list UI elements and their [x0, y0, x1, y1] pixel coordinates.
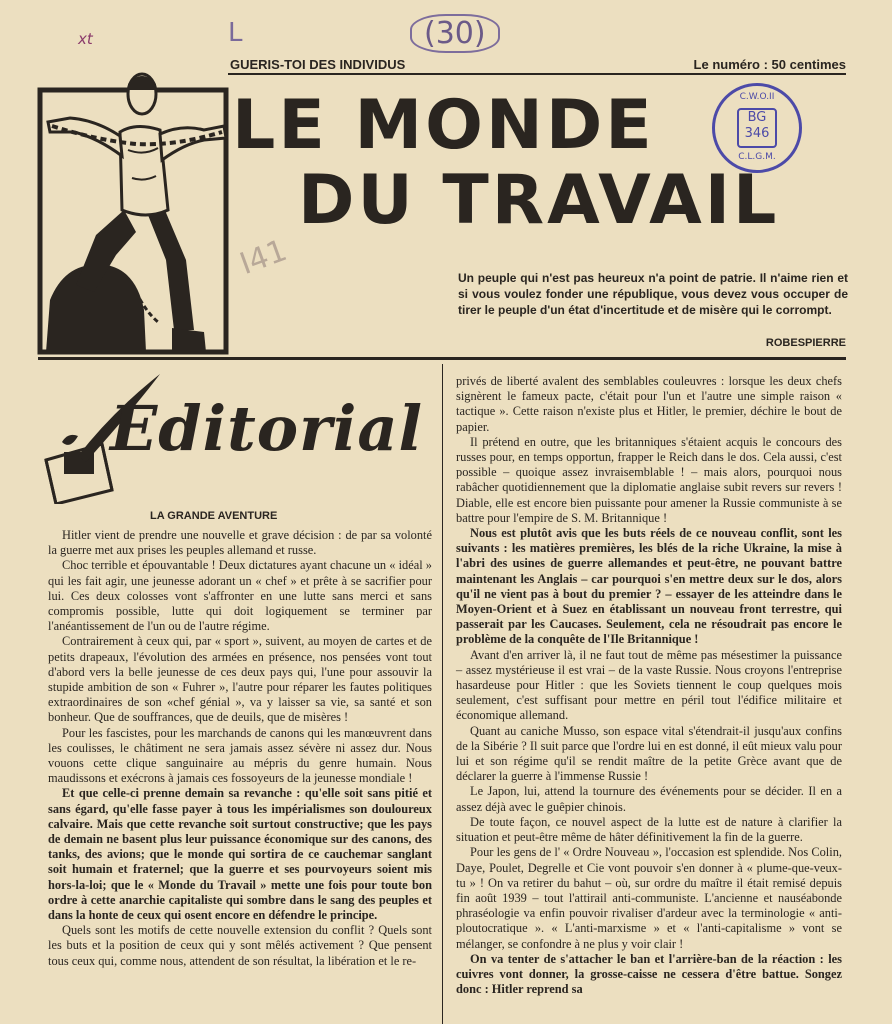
handwritten-number: (30): [410, 14, 500, 53]
paragraph: Contrairement à ceux qui, par « sport », suivent, au moyen de cartes et de petits drapeaux, l'évolution des armées en présence, nos pensées vont tout d'abord vers la belle jeunesse de ces deux pays qui, l'une pour assouvir la stupide ambition de son « Fuhrer », l'autre pour réparer les fautes politiques extraordinaires de son «chef génial », va y laisser sa vie, sa santé et son bonheur. Que de souffrances, que de deuils, que de misères !: [48, 634, 432, 725]
newspaper-title-line-1: LE MONDE: [232, 86, 655, 165]
editorial-heading: Editorial: [110, 392, 424, 465]
masthead-motto: GUERIS-TOI DES INDIVIDUS: [230, 57, 406, 72]
paragraph: Choc terrible et épouvantable ! Deux dictatures ayant chacune un « idéal » qui les fait agir, une jeunesse adorant un « chef » et prête à se sacrifier pour lui. Ces deux colosses vont s'affronter en une lutte sans merci et sans compromis possible, lutte qui doit logiquement se terminer par l'anéantissement de l'un ou de l'autre régime.: [48, 558, 432, 634]
paragraph: Avant d'en arriver là, il ne faut tout de même pas mésestimer la puissance – assez mystérieuse il est vrai – de la vaste Russie. Nous croyons l'entreprise hasardeuse pour Hitler : que les Soviets tiennent le coup quelques mois seulement, c'est suffisant pour mettre en péril tout l'édifice militaire et économique allemand.: [456, 647, 842, 723]
robespierre-quote: Un peuple qui n'est pas heureux n'a point de patrie. Il n'aime rien et si vous voulez fonder une république, vous devez vous occuper de tirer le peuple d'un état d'incertitude et de misère qui le corrompt.: [458, 271, 848, 317]
right-column: [456, 374, 842, 997]
paragraph-bold: On va tenter de s'attacher le ban et l'arrière-ban de la réaction : les cuivres vont donner, la grosse-caisse ne cessera d'être battue. Songez donc : Hitler reprend sa: [456, 951, 842, 997]
paragraph-bold: Et que celle-ci prenne demain sa revanche : qu'elle soit sans pitié et sans égard, qu'elle fasse payer à tous les impérialismes son douloureux calvaire. Mais que cette revanche soit surtout constructive; que les pays de demain ne basent plus leur puissance économique sur des canons, des tanks, des avions; que le monde qui sortira de ce cauchemar sanglant soit humain et fraternel; que la guerre et ses pourvoyeurs soient mis hors-la-loi; que le « Monde du Travail » mette une fois pour toute bon ordre à cette anarchie capitaliste qui sombre dans le sang des peuples et dans la honte de ceux qui osent encore en défendre le principe.: [48, 786, 432, 923]
stamp-top-text: C.W.O.II: [739, 92, 775, 102]
handwritten-mark: xt: [78, 30, 93, 48]
paragraph: Il prétend en outre, que les britanniques s'étaient acquis le concours des russes pour, en temps opportun, frapper le Reich dans le dos. Cela aussi, c'est possible – quoique assez invraisemblable ! – mais alors, pourquoi nous rabâcher quotidiennement que la diplomatie anglaise subit revers sur revers ! Diable, elle est encore bien puissante pour amener la Russie communiste à se battre pour l'empire de S. M. Britannique !: [456, 434, 842, 525]
pencil-mark: I41: [235, 233, 292, 282]
paragraph: Hitler vient de prendre une nouvelle et grave décision : de par sa volonté la guerre met aux prises les peuples allemand et russe.: [48, 528, 432, 558]
left-column: [48, 528, 432, 969]
paragraph-bold: Nous est plutôt avis que les buts réels de ce nouveau conflit, sont les suivants : les matières premières, les blés de la riche Ukraine, la mise à l'abri des usines de guerre allemandes et peut-être, ne pouvant battre maintenant les Anglais – car pourquoi s'en mettre deux sur le dos, alors qu'il ne vient pas à bout du premier ? – essayer de les atteindre dans le Moyen-Orient et à Suez en établissant un nouveau front terrestre, qui passerait par les Caucases. Seulement, cela ne résoudrait pas encore le problème de la conquête de l'Ile Britannique !: [456, 526, 842, 647]
paragraph: privés de liberté avalent des semblables couleuvres : lorsque les deux chefs signèrent le fameux pacte, c'était pour l'un et l'autre une simple raison « tactique ». Cette raison n'existe plus et Hitler, le premier, déchire le bout de papier.: [456, 374, 842, 434]
newspaper-title-line-2: DU TRAVAIL: [298, 161, 780, 240]
paragraph: Pour les fascistes, pour les marchands de canons qui les manœuvrent dans les coulisses, le châtiment ne sera jamais assez sévère ni assez dur. Nous vouons cette clique sanguinaire au mépris du genre humain. Nous maudissons et exécrons à jamais ces fossoyeurs de la jeunesse mondiale !: [48, 725, 432, 786]
paragraph: Quant au caniche Musso, son espace vital s'étendrait-il jusqu'aux confins de la Sibérie ? Il suit parce que l'ordre lui en est donné, il eût mieux valu pour lui et son régime qu'il se rendit maître de la petite Grèce avant que de déclarer la guerre à l'immense Russie !: [456, 723, 842, 784]
article-subhead: LA GRANDE AVENTURE: [150, 510, 278, 522]
paragraph: Pour les gens de l' « Ordre Nouveau », l'occasion est splendide. Nos Colin, Daye, Poulet, Degrelle et Cie vont pouvoir s'en donner à « plume-que-veux-tu » ! On va retirer du bahut – où, sur ordre du maître il était remisé depuis fin août 1939 – tout l'attirail anti-communiste. L'ancienne et nauséabonde phraséologie va enfin pouvoir rivaliser d'ardeur avec la terminologie « anti-ploutocratique ». « L'anti-marxisme » et « l'anti-capitalisme » vont se mélanger, se confondre à ne plus y voir clair !: [456, 845, 842, 951]
handwritten-mark: L: [228, 18, 243, 48]
quote-author: ROBESPIERRE: [765, 337, 846, 349]
paragraph: De toute façon, ce nouvel aspect de la lutte est de nature à clarifier la situation et peut-être même de hâter définitivement la fin de la guerre.: [456, 814, 842, 845]
worker-breaking-chains-illustration: [36, 60, 236, 358]
stamp-box-text: BG 346: [737, 108, 777, 148]
archive-stamp: [712, 83, 802, 173]
masthead-rule: [228, 73, 846, 75]
masthead-price: Le numéro : 50 centimes: [693, 57, 846, 72]
header-divider: [38, 357, 846, 360]
paragraph: Le Japon, lui, attend la tournure des événements pour se décider. Il en a assez déjà avec le guêpier chinois.: [456, 784, 842, 814]
column-divider: [442, 364, 443, 1024]
stamp-bottom-text: C.L.G.M.: [738, 152, 776, 162]
paragraph: Quels sont les motifs de cette nouvelle extension du conflit ? Quels sont les buts et la position de ceux qui y sont mêlés activement ? Que pensent tous ceux qui, comme nous, attendent de son résultat, la libération et le re-: [48, 923, 432, 968]
